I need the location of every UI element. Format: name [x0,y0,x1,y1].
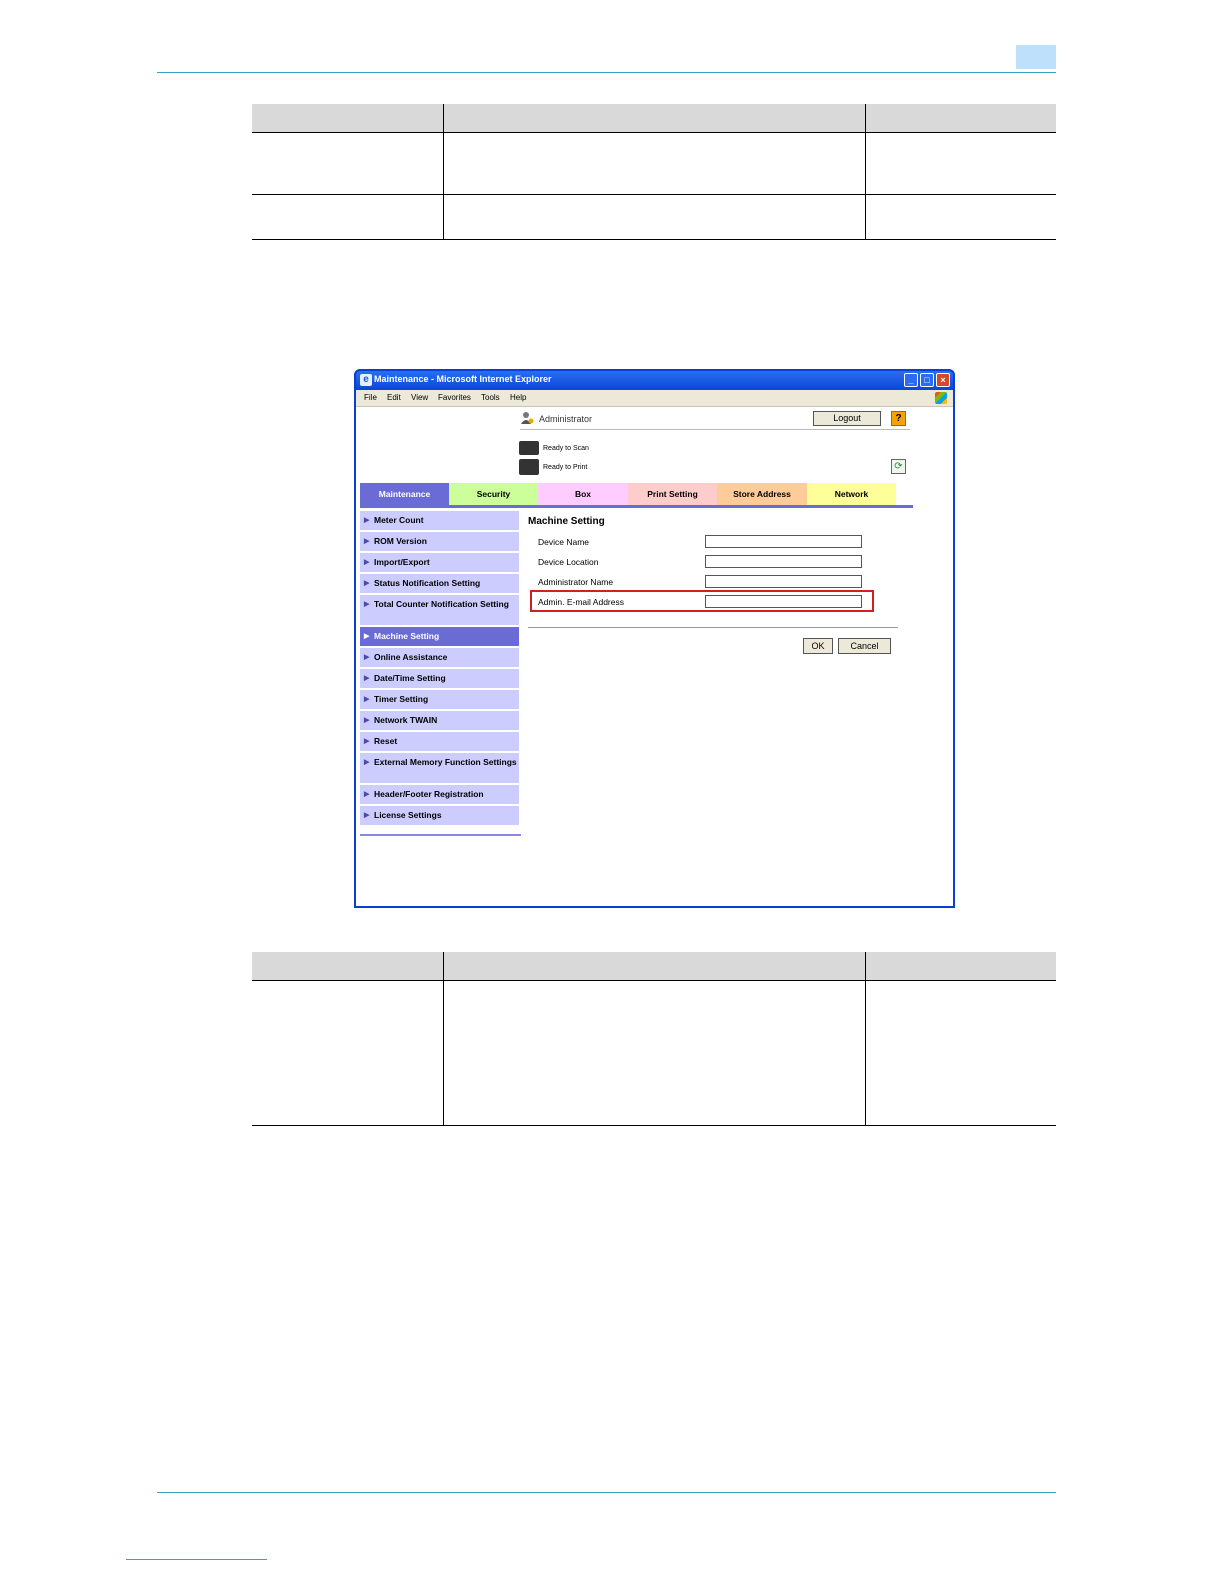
device-location-label: Device Location [538,557,599,567]
sidebar-item-license-settings[interactable] [360,806,519,825]
menu-favorites[interactable]: Favorites [438,393,471,402]
table-header-row [252,952,1056,981]
arrow-right-icon: ▶ [364,654,370,661]
sidebar-item-label: External Memory Function Settings [374,757,517,767]
upper-table [252,104,1056,240]
top-rule [157,72,1056,73]
table-row [252,133,1056,195]
refresh-icon[interactable]: ⟳ [891,459,906,474]
sidebar-item-label: Date/Time Setting [374,673,446,683]
menu-bar [356,390,953,407]
sidebar-item-label: Online Assistance [374,652,448,662]
tab-security[interactable]: Security [449,483,538,505]
sidebar-item-header-footer[interactable] [360,785,519,804]
sidebar-item-label: Import/Export [374,557,430,567]
sidebar-item-reset[interactable] [360,732,519,751]
sidebar-item-external-memory[interactable] [360,753,519,783]
sidebar-item-machine-setting[interactable] [360,627,519,646]
tab-network[interactable]: Network [807,483,896,505]
sidebar-item-meter-count[interactable] [360,511,519,530]
sidebar-item-label: Status Notification Setting [374,578,481,588]
header-divider [520,429,910,430]
sidebar-item-status-notification[interactable] [360,574,519,593]
device-name-field[interactable] [705,535,862,548]
table-row [252,195,1056,240]
web-content [356,407,953,906]
sidebar-item-total-counter-notification[interactable] [360,595,519,625]
arrow-right-icon: ▶ [364,696,370,703]
sidebar-item-network-twain[interactable] [360,711,519,730]
sidebar-item-online-assistance[interactable] [360,648,519,667]
lower-table [252,952,1056,1126]
highlight-box [530,590,874,612]
scan-status: Ready to Scan [543,445,589,452]
tab-box[interactable]: Box [538,483,628,505]
windows-logo-icon [935,392,947,404]
scanner-icon [519,441,539,455]
form-divider [528,627,898,628]
minimize-button[interactable]: _ [904,373,918,387]
menu-help[interactable]: Help [510,393,527,402]
tab-store-address[interactable]: Store Address [717,483,807,505]
cancel-button[interactable]: Cancel [838,638,891,654]
printer-icon [519,459,539,475]
arrow-right-icon: ▶ [364,633,370,640]
device-name-label: Device Name [538,537,590,547]
arrow-right-icon: ▶ [364,580,370,587]
administrator-icon [520,411,534,425]
tab-print-setting[interactable]: Print Setting [628,483,717,505]
sidebar-item-label: Meter Count [374,515,424,525]
sidebar-item-import-export[interactable] [360,553,519,572]
arrow-right-icon: ▶ [364,717,370,724]
sidebar-item-label: Reset [374,736,398,746]
page-tab-marker [1016,45,1056,69]
tab-maintenance[interactable]: Maintenance [360,483,449,505]
sidebar-item-timer-setting[interactable] [360,690,519,709]
maximize-button[interactable]: □ [920,373,934,387]
arrow-right-icon: ▶ [364,812,370,819]
sidebar-item-date-time[interactable] [360,669,519,688]
table-row [252,981,1056,1126]
print-status: Ready to Print [543,464,588,471]
menu-view[interactable]: View [411,393,429,402]
footer-link-underline [126,1559,267,1560]
sidebar-item-label: ROM Version [374,536,427,546]
menu-file[interactable]: File [364,393,377,402]
help-button[interactable]: ? [891,411,906,426]
close-button[interactable]: × [936,373,950,387]
menu-edit[interactable]: Edit [387,393,401,402]
ie-icon: e [360,374,372,386]
device-location-field[interactable] [705,555,862,568]
sidebar-divider [360,834,521,836]
window-title: Maintenance - Microsoft Internet Explorer [374,374,552,384]
browser-window [354,369,955,908]
sidebar-item-label: Machine Setting [374,631,440,641]
tab-bar [360,483,913,505]
arrow-right-icon: ▶ [364,759,370,766]
arrow-right-icon: ▶ [364,675,370,682]
administrator-name-field[interactable] [705,575,862,588]
sidebar-item-label: License Settings [374,810,442,820]
sidebar-item-label: Timer Setting [374,694,429,704]
tab-underline [360,505,913,508]
arrow-right-icon: ▶ [364,559,370,566]
sidebar-item-label: Total Counter Notification Setting [374,599,509,609]
administrator-name-label: Administrator Name [538,577,614,587]
arrow-right-icon: ▶ [364,791,370,798]
menu-tools[interactable]: Tools [481,393,500,402]
sidebar-item-rom-version[interactable] [360,532,519,551]
title-bar [356,371,953,390]
page-title: Machine Setting [528,516,605,527]
user-label: Administrator [539,414,593,424]
table-header-row [252,104,1056,133]
ok-button[interactable]: OK [803,638,833,654]
admin-email-label: Admin. E-mail Address [538,597,624,607]
arrow-right-icon: ▶ [364,738,370,745]
logout-button[interactable]: Logout [813,411,881,426]
arrow-right-icon: ▶ [364,601,370,608]
arrow-right-icon: ▶ [364,538,370,545]
sidebar-item-label: Header/Footer Registration [374,789,484,799]
bottom-rule [157,1492,1056,1493]
sidebar-item-label: Network TWAIN [374,715,438,725]
arrow-right-icon: ▶ [364,517,370,524]
